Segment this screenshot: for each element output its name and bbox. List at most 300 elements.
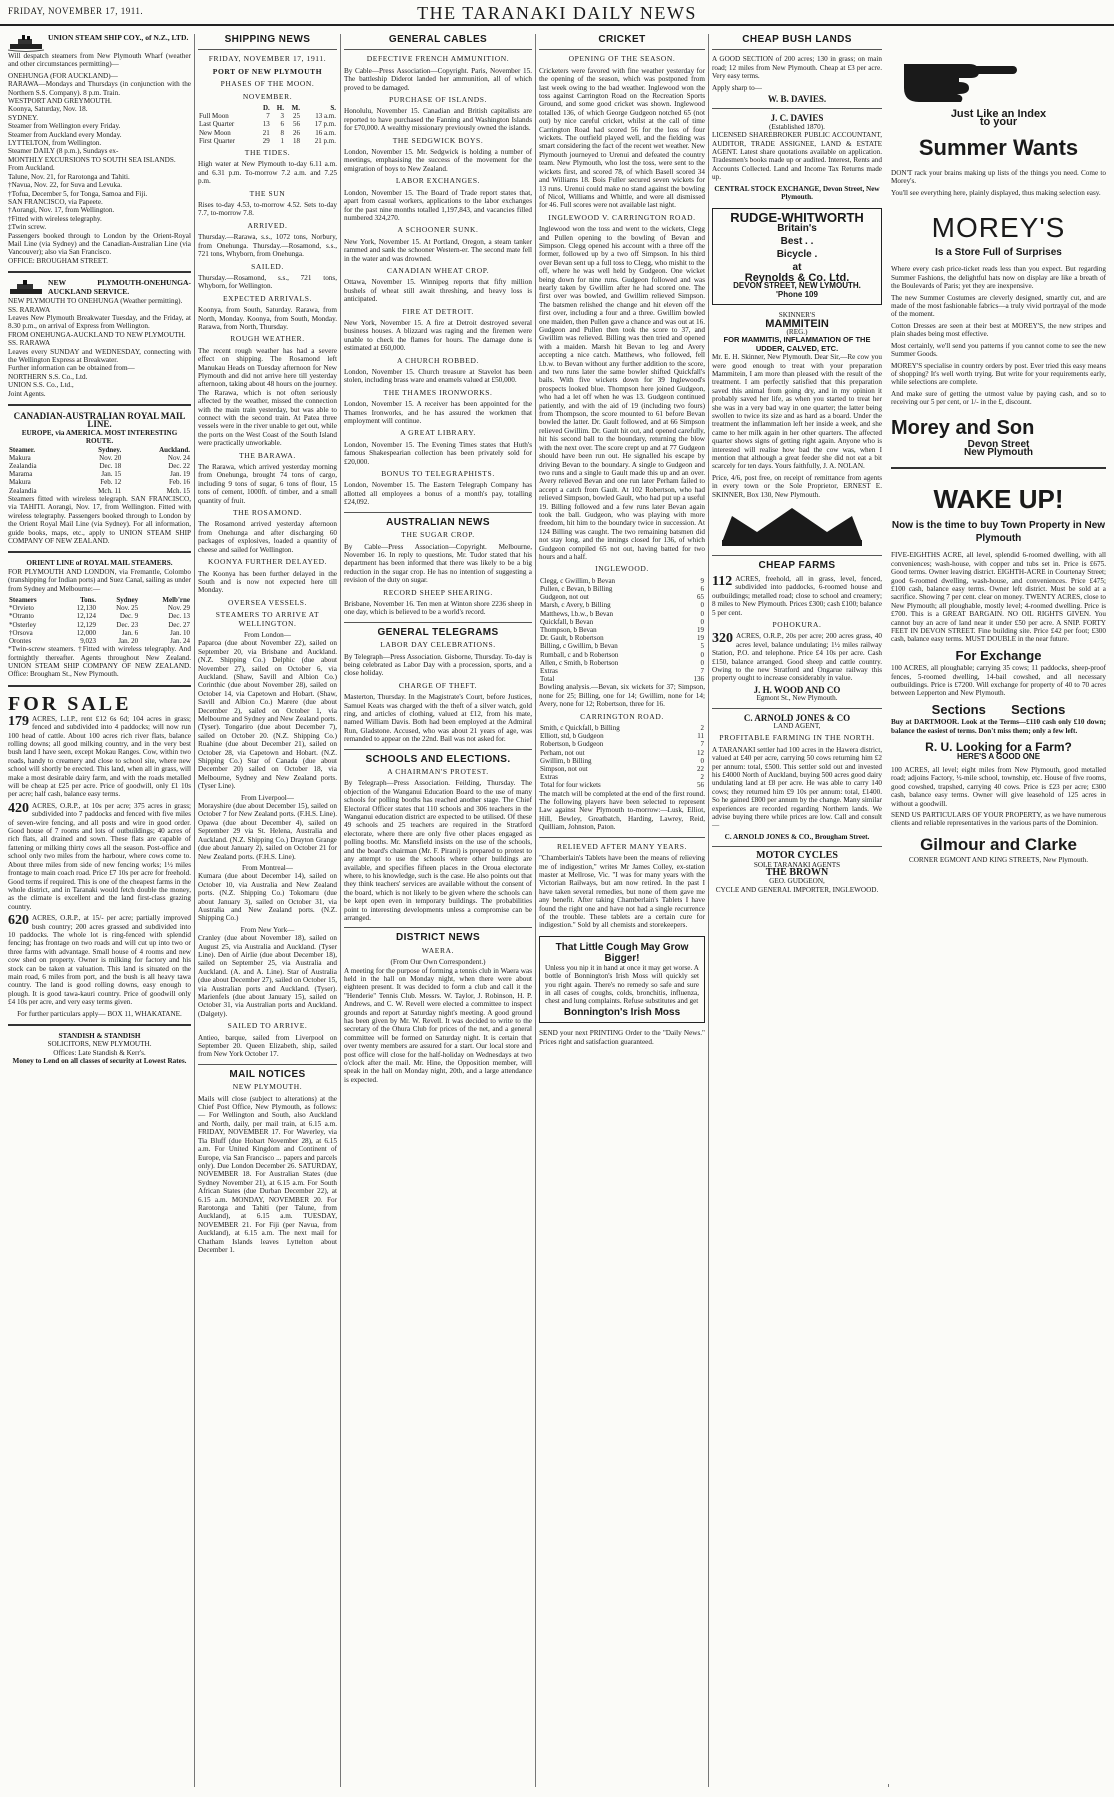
labour-day-text: By Telegraph—Press Association. Gisborne, Thursday. To-day is being celebrated as Labor Day with a procession, sports, and a close holiday. [344,652,532,678]
canadian-table-cell: Jan. 19 [170,470,190,479]
divider [344,927,532,928]
bonus-head: BONUS TO TELEGRAPHISTS. [381,469,495,479]
moon-table-cell: Full Moon [199,112,229,121]
davies-address: CENTRAL STOCK EXCHANGE, Devon Street, New Plymouth. [714,184,880,202]
inglewood-score-row [539,626,705,634]
shipping-news-head: SHIPPING NEWS [224,34,311,45]
orient-table-cell: *Osterley [9,620,37,629]
column-shipping-news [198,34,337,1787]
masthead [0,0,1114,26]
orient-table-cell: 12,000 [76,628,96,637]
rudge-line: at [792,261,802,273]
summer-text-2: You'll see everything here, plainly displayed, thus making selection easy. [891,188,1101,197]
carrington-score-cell: Gwillim, b Billing [540,756,592,765]
inglewood-score-row [539,642,705,650]
schools-elections-head: SCHOOLS AND ELECTIONS. [365,753,511,765]
orient-table-cell: 12,129 [76,620,96,629]
canadian-sailings-table [8,446,191,495]
oversea-head: OVERSEA VESSELS. [227,597,308,607]
orient-head: ORIENT LINE of ROYAL MAIL STEAMERS. [26,559,173,568]
nps-list-line: FROM ONEHUNGA-AUCKLAND TO NEW PLYMOUTH. [8,330,186,339]
divider [712,49,882,50]
union-list-line: MONTHLY EXCURSIONS TO SOUTH SEA ISLANDS. [8,155,176,164]
canadian-table-cell: Mch. 15 [166,486,190,495]
canadian-head: CANADIAN-AUSTRALIAN ROYAL MAIL LINE. [13,411,186,430]
carrington-score-cell: 2 [700,724,704,733]
orient-table-row [8,604,191,612]
moreys-p3: Cotton Dresses are seen at their best at MOREY'S, the new stripes and plain shades being most effective. [891,321,1106,339]
farm2-text: ACRES, O.R.P., 20s per acre; 200 acres grass, 40 acres level, balance undulating; 1½ miles railway Station, P.O. and telephone. Price £4 10s per acre. Cash £150, balance arranged. Good sheep and cattle country. Owing to the new Stratford and Ongarue railway this property ought to increase considerably in value. [712,632,882,683]
carrington-score-cell: 56 [697,781,704,790]
union-list-line: Steamer from Auckland every Monday. [8,130,122,139]
oversea-sub: STEAMERS TO ARRIVE AT WELLINGTON. [215,610,320,628]
union-steamship-ad [8,34,191,265]
general-telegrams-head: GENERAL TELEGRAMS [377,626,499,638]
church-text: London, November 15. Church treasure at Stavelot has been stolen, including brass ware and enamels valued at £50,000. [344,368,532,385]
arrived-head: ARRIVED. [247,220,288,230]
cricket-text: Cricketers were favored with fine weather yesterday for the opening of the season, which was postponed from last week owing to the bad weather. Inglewood won the toss against Carrington Road on the Recreation Sports Ground, and some good cricket was shown. Inglewood totalled 136, of which George Gudgeon notched 65 (not out) by nice careful cricket, whilst at the call of time Carrington Road had scored 56 for the loss of four wickets. The outfield played well, and the fielding was smart considering the fact of the recent wet weather. New Plymouth journeyed to Urenui and defeated the country team. New Plymouth, who lost the toss, were sent to the wickets first, and scored 78, of which Basell scored 34 and Williams 18. Bois Fuller secured seven wickets for 13 runs. Urenui could make no stand against the bowling of Nicol, Williams and Whittle, and were all dismissed for 46. Full scores were not available last night. [539,66,705,210]
waera-sub: (From Our Own Correspondent.) [390,958,486,967]
moreys-p2: The new Summer Costumes are cleverly designed, smartly cut, and are made of the most fashionable fabrics—a truly vivid portrayal of the mode of the moment. [891,293,1106,319]
inglewood-score-cell: Total [540,675,555,684]
carrington-score-row [539,757,705,765]
divider [891,467,1106,469]
divider [8,551,191,553]
oversea-from-montreal: From Montreal— [242,863,293,872]
rudge-lines [718,222,876,274]
labour-text: London, November 15. The Board of Trade report states that, apart from casual workers, applications to the labor exchanges for the past nine months totalled 1,197,843, and vacancies filled numbered 324,270. [344,188,532,222]
orient-table-cell: *Otranto [9,612,34,621]
oversea-from-newyork: From New York— [240,925,295,934]
issue-date: FRIDAY, NOVEMBER 17, 1911. [8,6,144,16]
moon-table-cell: 13 a.m. [315,112,336,121]
carrington-score-cell: Simpson, not out [540,765,588,774]
canadian-table-cell: Marama [9,470,33,479]
inglewood-score-cell: Extras [540,667,558,676]
orient-table-header-cell: Tons. [80,595,96,604]
canadian-table-row [8,462,191,470]
moreys-p5: MOREY'S specialise in country orders by post. Ever tried this easy means of shopping? It's well worth trying. But write for your requirements early, while selections are complete. [891,361,1106,387]
sections-head: Sections Sections [931,701,1066,717]
moon-table-cell: 6 [280,120,284,129]
inglewood-score-cell: 0 [700,609,704,618]
sections-sub: Buy at DARTMOOR. Look at the Terms—£110 cash only £10 down; balance the easiest of terms. Don't miss them; only a few left. [891,718,1106,735]
rudge-line: Best . . [780,235,814,247]
sheep-text: Brisbane, November 16. Ten men at Winton shore 2236 sheep in one day, which is believed to be a world's record. [344,599,532,617]
wake-up-text: FIVE-EIGHTHS ACRE, all level, splendid 6-roomed dwelling, with all conveniences; wash-house, with copper and tubs set in. Price is £675. Good terms. Owner leaving district. EIGHTH-ACRE in Courtenay Street; good 6-roomed dwelling, wash-house, and conveniences. Price £475; £100 cash, balance easy terms. Owner left district. Must be sold at a sacrifice. Showing 7 per cent. clear on money. TWENTY ACRES, close to New Plymouth; all ploughable, mostly level; 4-roomed dwelling. Price is £700. This is a GREAT BARGAIN. NO OIL RIGHTS GIVEN. You cannot buy an acre of land near it under £50 per acre. A SNIP. FORTY FEET IN DEVON STREET. Fine building site. Price £42 per foot; £300 cash, balance easy terms. MUST DOUBLE in the near future. [891,551,1106,644]
moreys-p1: Where every cash price-ticket reads less than you expect. But regarding Summer Fashions, the delightful hats now on display are like a breath of the Boulevards of Paris; yet they are inexpensive. [891,265,1106,291]
islands-text: Honolulu, November 15. Canadian and British capitalists are reported to have purchased the Fanning and Washington Islands for £70,000. A wealthy missionary previously owned the islands. [344,107,532,133]
index-line-1: Just Like an Index [950,108,1047,120]
for-sale-text: ACRES, L.I.P., rent £12 6s 6d; 104 acres in grass; fenced and subdivided into 4 paddocks; will now run 100 head of cattle. About 100 acres rich river flats, balance rolling downs; all good milking country, and in the very best bush land I have seen, except Mokau Ranges. Cow, within two roads, handy to creamery and close to school site, where new school will shortly be erected. This land, when all in grass, will make a most desirable dairy farm, and with the roads metalled will be cheap at £25 per acre. Price of goodwill, only £1 10s per acre; half cash, balance easy terms. [8,714,191,799]
for-sale-text: ACRES, O.R.P., at 10s per acre; 375 acres in grass; subdivided into 7 paddocks and fenced with five miles of seven-wire fencing, and all posts and wire in good order. Good house of 7 rooms and lots of outbuildings; 40 acres of rich flats, all drained and sown. These flats are capable of fattening or milking thirty cows all the season. Post-office and school only two miles from the harbour, where cows come to. About three miles from side of new fencing works; 1½ miles frontage to main coach road. Price £7 10s per acre for freehold. Good terms if required. This is one of the cheapest farms in the whole district, and in Taranaki would fetch double the money, as the climate is excellent and the land first-class grazing country. [8,801,191,911]
thames-text: London, November 15. A receiver has been appointed for the Thames Ironworks, and he has assured the workmen that employment will continue. [344,400,532,426]
bonus-text: London, November 15. The Eastern Telegraph Company has allotted all employees a bonus of a month's pay, totalling £24,092. [344,481,532,507]
canadian-sub: EUROPE, via AMERICA. MOST INTERESTING ROUTE. [21,428,178,446]
expected-head: EXPECTED ARRIVALS. [222,293,312,303]
canadian-table-header-cell: Sydney. [98,445,122,454]
divider [712,846,882,847]
union-list-line: ONEHUNGA (FOR AUCKLAND)— [8,71,118,80]
inglewood-score-cell: Gudgeon, not out [540,593,589,602]
orient-table-cell: Dec. 23 [116,620,139,629]
inglewood-score-row [539,577,705,585]
nps-list-line: NORTHERN S.S. Co., Ltd. [8,372,88,381]
arnold-text: A TARANAKI settler had 100 acres in the Hawera district, valued at £40 per acre, carrying 50 cows returning him £2 per annum: total, £500. This settler sold out and invested his £4000 North of Auckland, buying 500 acres good dairy undulating land at £8 per acre. He was able to carry 140 cows; they returned him £9 10s per annum: total, £1400. So he gained £800 per annum by the change. Many similar experiences are recorded regarding Northern lands. We advise buying there while prices are low. Call and consult— [712,745,882,830]
column-land-ads [712,34,882,1787]
thames-head: THE THAMES IRONWORKS. [383,387,493,397]
steamship-icon [8,279,44,297]
sailed-for-text: Antieo, barque, sailed from Liverpool on September 20. Queen Elizabeth, ship, sailed from New York October 17. [198,1033,337,1059]
nps-list-line: SS. RARAWA [8,339,51,348]
sugar-head: THE SUGAR CROP. [401,530,475,540]
union-list-line: LYTTELTON, from Wellington. [8,139,102,148]
pohokura-head: POHOKURA. [772,619,822,629]
union-list-line: Talune, Nov. 21, for Rarotonga and Tahiti. [8,172,130,181]
canadian-table-cell: Jan. 15 [101,470,122,479]
sheep-head: RECORD SHEEP SHEARING. [383,587,493,597]
canadian-table-cell: Zealandia [9,486,37,495]
mammitein-reg: (REG.) [786,327,808,336]
for-sale-text: ACRES, O.R.P., at 15/- per acre; partially improved bush country; 200 acres grassed and subdivided into 10 paddocks. The whole lot is ring-fenced with splendid fencing; has frontage on two roads and will cut up into two or three farms with advantage. Small house of 4 rooms and new cow shed on property. Owner is milking for factory and his stock can be taken at valuation. This land is situated on the main road, 6 miles from port, and the bush is all heavy tawa country. The land is good rolling downs, easy enough to plough. It is good tawa-kauri country. Price of goodwill only £4 10s per acre, and very easy terms given. [8,914,191,1007]
moon-table-cell: Last Quarter [199,120,235,129]
moreys-column [887,34,1110,1784]
koonya-head: KOONYA FURTHER DELAYED. [207,557,328,567]
union-list-line: †Tofua, December 5, for Tonga, Samoa and Fiji. [8,189,148,198]
nps-list-line: SS. RARAWA [8,305,51,314]
inglewood-score-cell: 136 [693,675,704,684]
inglewood-score-row [539,659,705,667]
motor-firm: THE BROWN [765,867,829,879]
inglewood-score-cell: 5 [700,642,704,651]
divider [8,271,191,273]
moon-table-row [198,112,337,120]
carrington-score-row [539,773,705,781]
orient-table-cell: 9,023 [80,636,96,645]
score-head: INGLEWOOD. [595,564,649,574]
relieved-head: RELIEVED AFTER MANY YEARS. [556,841,688,851]
moon-table-row [198,129,337,137]
tides-text: High water at New Plymouth to-day 6.11 a.m. and 6.31 p.m. To-morrow 7.2 a.m. and 7.25 p.m. [198,160,337,186]
inglewood-score-cell: Billing, c Gwillim, b Bevan [540,642,618,651]
union-list-line: Passengers booked through to London by the Orient-Royal Mail Line (via Sydney) and the Canadian-Australian Line (via Vancouver); also via San Francisco. [8,231,191,257]
farm2-acres: 320 [712,631,733,647]
davies-est: (Established 1870). [769,122,825,131]
inglewood-score-cell: 0 [700,601,704,610]
for-sale-items [8,715,191,1007]
inglewood-score-cell: Marsh, c Avery, b Billing [540,601,611,610]
carrington-score-cell: Elliott, std, b Gudgeon [540,732,604,741]
protest-head: A CHAIRMAN'S PROTEST. [387,767,489,777]
arnold-sub2: PROFITABLE FARMING IN THE NORTH. [719,733,875,743]
mammitein-text: Mr. E. H. Skinner, New Plymouth. Dear Sir,—Re cow you were good enough to treat with your preparation Mammitein, I am more than pleased with the result of the treatment. I am perfectly satisfied that this preparation saved this animal from going dry, and in my opinion it probably saved her life, as when you started to treat her she was in a very bad way in one quarter; the latter being swollen to twice its size and as hard as a board. Under the treatment the inflammation left her inside a week, and she came to her milk again in her other quarters. The affected quarter shows signs of getting right again. Anyone who is interested will realise how bad the cow was, when I mention that although a great feeder she did not eat a bit scarcely for ten days. Yours faithfully, J. A. NOLAN. [712,353,882,471]
mail-notices-head: MAIL NOTICES [229,1068,306,1080]
canadian-table-row [8,487,191,495]
wheat-text: Ottawa, November 15. Winnipeg reports that fifty million bushels of wheat still await threshing, and heavy loss is anticipated. [344,278,532,304]
carrington-score-row [539,724,705,732]
cough-head: That Little Cough May Grow Bigger! [555,941,689,964]
farm-question-text-2: SEND US PARTICULARS OF YOUR PROPERTY, as we have numerous clients and reliable representatives in the various parts of the Dominion. [891,810,1106,828]
wake-up-sub: Now is the time to buy Town Property in New Plymouth [891,520,1106,545]
orient-table-cell: Jan. 20 [118,636,139,645]
moon-table-row [198,120,337,128]
koonya-text: The Koonya has been further delayed in the South and is now not expected here till Monday. [198,569,337,595]
score-note: Bowling analysis.—Bevan, six wickets for 37; Simpson, none for 25; Billing, one for 14; Gwillim, none for 14; Avery, none for 12; Robertson, three for 16. [539,683,705,709]
orient-table-cell: Jan. 6 [121,628,139,637]
moon-table-cell: 56 [293,120,301,129]
union-list-line: Steamer from Wellington every Friday. [8,122,121,131]
cheap-farms-head: CHEAP FARMS [758,560,836,572]
union-list-line: SYDNEY. [8,113,39,122]
inglewood-score-cell: 9 [700,576,704,585]
theft-text: Masterton, Thursday. In the Magistrate's Court, before Justices, Samuel Keats was charged with the theft of a silver watch, gold ring, and articles of clothing, valued at £12, from his mate, named William Davis. Both had been employed at the Admiral Run, Gladstone. Accused, who was about 21 years of age, was remanded to appear on the 22nd. Bail was not asked for. [344,693,532,744]
moon-table-cell: 25 [293,112,301,121]
union-list-line: Koonya, Saturday, Nov. 18. [8,105,88,114]
canadian-table-cell: Nov. 20 [99,453,122,462]
library-text: London, November 15. The Evening Times states that Huth's famous Shakespearian collection has been privately sold for £20,000. [344,440,532,466]
canadian-table-cell: Makura [9,478,31,487]
schooner-head: A SCHOONER SUNK. [397,225,479,235]
nps-list-line: Further information can be obtained from— [8,364,135,373]
rudge-phone: 'Phone 109 [776,289,818,299]
inglewood-score-cell: Quickfall, b Bevan [540,617,594,626]
motor-text: CYCLE AND GENERAL IMPORTER, INGLEWOOD. [715,885,879,894]
orient-table-cell: 12,124 [76,612,96,621]
column-rule [340,34,341,1787]
orient-table-cell: Dec. 9 [119,612,139,621]
inglewood-score-cell: Clegg, c Gwillim, b Bevan [540,576,616,585]
inglewood-score-cell: 19 [697,634,704,643]
fire-head: FIRE AT DETROIT. [402,306,474,316]
nps-list-line: Joint Agents. [8,389,46,398]
inglewood-score-cell: 7 [700,667,704,676]
orient-table-cell: Jan. 10 [170,628,190,637]
canadian-table-row [8,470,191,478]
canadian-table-cell: Feb. 12 [100,478,122,487]
orient-table-row [8,637,191,645]
exchange-text: 100 ACRES, all ploughable; carrying 35 cows; 11 paddocks, sheep-proof fences, 5-roomed dwelling, 14-bail cowshed, and all necessary outbuildings. Price is £7200. Will exchange for property of 40 to 70 acres between Lepperton and New Plymouth. [891,664,1106,698]
column-shipping-ads [8,34,191,1787]
union-list-line: †Fitted with wireless telegraphy. [8,214,102,223]
moon-month: NOVEMBER. [242,91,293,101]
for-sale-acres: 620 [8,913,29,929]
divider [198,49,337,50]
divider [539,837,705,838]
moon-phases-table [198,104,337,145]
moreys-head: MOREY'S [931,212,1066,244]
divider [344,622,532,623]
gilmour-address: CORNER EGMONT AND KING STREETS, New Plymouth. [908,855,1089,864]
for-sale-ad [8,693,191,1018]
for-sale-item [8,914,191,1006]
inglewood-score-cell: Pullen, c Bevan, b Billing [540,584,613,593]
rosamond-text: The Rosamond arrived yesterday afternoon from Onehunga and after discharging 60 packages of explosives, loaded a quantity of cheese and sailed for Wellington. [198,520,337,554]
orient-table-cell: Orontes [9,636,32,645]
divider [344,512,532,513]
orient-sailings-table [8,596,191,645]
mammitein-price: Price, 4/6, post free, on receipt of remittance from agents in every town or the Sole Proprietor, ERNEST E. SKINNER, Box 130, New Plymouth. [712,473,882,499]
standish-money: Money to Lend on all classes of security at Lowest Rates. [12,1057,187,1066]
motor-head: MOTOR CYCLES [756,850,838,862]
orient-text: FOR PLYMOUTH AND LONDON, via Fremantle, Colombo (transhipping for Indian ports) and Suez Canal, sailing as under from Sydney and Melbourne:— [8,567,191,593]
canadian-table-cell: Mch. 11 [98,486,122,495]
inglewood-score-cell: 19 [697,626,704,634]
morey-street: Devon Street [967,438,1030,450]
inglewood-score-cell: 6 [700,584,704,593]
union-list [8,72,191,265]
moon-table-cell: 7 [266,112,270,121]
gilmour-head: Gilmour and Clarke [920,834,1077,854]
wake-up-head: WAKE UP! [933,484,1064,515]
inglewood-score-cell: Rumball, c and b Robertson [540,650,619,659]
canadian-table-cell: Feb. 16 [169,478,190,487]
inglewood-scorecard [539,577,705,684]
moon-table-cell: 16 a.m. [315,128,336,137]
divider [198,1064,337,1065]
inglewood-score-row [539,675,705,683]
shipping-date: FRIDAY, NOVEMBER 17, 1911. [208,54,327,64]
divider [712,708,882,709]
union-text: Will despatch steamers from New Plymouth Wharf (weather and other circumstances permitting)— [8,52,191,69]
union-list-line: Steamer DAILY (8 p.m.), Sundays ex- [8,147,119,156]
canadian-table-row [8,454,191,462]
moreys-p6: And make sure of getting the utmost value by paying cash, and so to receiving our 5 per cent, or 1/- in the £, discount. [891,389,1106,407]
arnold-head: C. ARNOLD JONES & CO [743,712,851,723]
rough-weather-text: The recent rough weather has had a severe effect on shipping. The Rosamond left Manukau Heads on Tuesday afternoon for New Plymouth and did not arrive here till yesterday afternoon, taking about 48 hours on the journey. The Rarawa, which is not often seriously affected by the weather, missed the connection with the main train yesterday, but was able to connect with the second train. At Patea three vessels were in the river unable to get out, while the ports on the West Coast of the South Island were practically unworkable. [198,346,337,448]
cough-ad [539,936,705,1023]
inglewood-score-cell: 0 [700,658,704,667]
orient-table-row [8,621,191,629]
moon-table-header-cell: D. [262,104,270,113]
boys-text: London, November 15. Mr. Sedgwick is holding a number of meetings, emphasising the success of the movement for the emigration of boys to New Zealand. [344,148,532,173]
nps-list-line: Leaves every SUNDAY and WEDNESDAY, connecting with the Wellington Express at Breakwater. [8,347,191,364]
sun-text: Rises to-day 4.53, to-morrow 4.52. Sets to-day 7.7, to-morrow 7.8. [198,201,337,218]
orient-table-cell: 12,130 [76,604,96,613]
davies-head: J. C. DAVIES [770,113,824,124]
canadian-line-ad [8,412,191,545]
moon-table-cell: 13 [262,120,270,129]
carrington-score-row [539,781,705,789]
union-list-line: ‡Twin screw. [8,223,47,232]
orient-table-row [8,629,191,637]
union-head: UNION STEAM SHIP COY., of N.Z., LTD. [48,34,189,42]
inglewood-score-cell: 65 [697,593,704,602]
inglewood-score-cell: Thompson, b Bevan [540,626,597,634]
standish-office: Offices: Late Standish & Kerr's. [53,1048,146,1057]
carrington-score-cell: Total for four wickets [540,781,601,790]
carrington-score-cell: Extras [540,773,558,782]
carrington-score-cell: 7 [700,740,704,749]
bush-text: A GOOD SECTION of 200 acres; 130 in grass; on main road; 12 miles from New Plymouth. Cheap at £3 per acre. Very easy terms. [712,55,882,81]
standish-ad [8,1032,191,1066]
inglewood-score-row [539,601,705,609]
moon-table-header-cell: S. [330,104,336,113]
column-cricket [539,34,705,1787]
column-cables [344,34,532,1787]
carrington-score-cell: Robertson, b Gudgeon [540,740,604,749]
inglewood-score-cell: Matthews, l.b.w., b Bevan [540,609,614,618]
wheat-head: CANADIAN WHEAT CROP. [386,265,490,275]
morey-son-head: Morey and Son [891,416,1035,439]
inglewood-score-row [539,593,705,601]
nps-list-line: NEW PLYMOUTH TO ONEHUNGA (Weather permitting). [8,297,183,306]
labour-day-head: LABOR DAY CELEBRATIONS. [380,640,496,650]
bush-lands-head: CHEAP BUSH LANDS [742,34,852,45]
steamship-icon [8,34,44,52]
moon-table-header-cell: M. [291,104,301,113]
cricket-head: CRICKET [598,34,646,45]
rudge-line: Bicycle . [776,248,818,260]
moon-table-cell: 1 [280,136,284,145]
motor-sub: SOLE TARANAKI AGENTS [753,860,841,869]
orient-table-cell: Nov. 29 [167,604,190,613]
standish-sub: SOLICITORS, NEW PLYMOUTH. [47,1040,152,1049]
relieved-text: "Chamberlain's Tablets have been the means of relieving me of indigestion," writes Mr James Colley, ex-station master at Mellrose, Vic. "I was for many years with the Victorian Railways, but am now retired. In the past I have taken several remedies, but none of them gave me any benefit. After taking Chamberlain's Tablets I have found the right one and have not had a single recurrence of the trouble. These tablets are a certain cure for indigestion." Sold by all chemists and storekeepers. [539,854,705,930]
summer-wants-head: Summer Wants [918,134,1079,160]
rudge-whitworth-ad [712,208,882,306]
canadian-table-row [8,478,191,486]
rudge-line: Britain's [777,222,817,234]
sugar-text: By Cable—Press Association—Copyright. Melbourne, November 16. In reply to questions, Mr. Tudor stated that his department has been informed that there was likely to be a big reduction in the sugar crop. He has no intention of suggesting a revision of the duty on sugar. [344,542,532,585]
arnold-footer: C. ARNOLD JONES & CO., Brougham Street. [724,832,870,841]
fire-text: New York, November 15. A fire at Detroit destroyed several business houses. A blizzard was raging and the firemen were unable to check the flames for hours. The damage done is estimated at £60,000. [344,318,532,353]
canadian-table-cell: Dec. 18 [99,462,122,471]
cricket-sub: OPENING OF THE SEASON. [568,54,676,64]
nps-head: NEW PLYMOUTH-ONEHUNGA-AUCKLAND SERVICE. [48,278,191,296]
moon-table-row [198,137,337,145]
orient-table-cell: Dec. 27 [168,620,190,629]
inglewood-score-row [539,667,705,675]
orient-table-header-cell: Melb'rne [162,595,190,604]
protest-text: By Telegraph—Press Association. Feilding, Thursday. The objection of the Wanganui Education Board to the use of many schools for polling booths has reached another stage. The Chief Electoral Officer states that 110 schools and 306 teachers in the Wanganui education district are expected to be utilised. Of these 49 schools and 25 teachers are required in the Stratford electorate, where there are only five other places engaged as polling booths. Mr. Mansfield insists on the use of the schools, and the board's chairman (Mr. F. Pirani) is prepared to protest to any attempt to use the schools where other buildings are available, and specifies fifteen places in the Oroua electorate where, to his knowledge, such is the case. He also points out that they think teachers' services are available without the consent of the board, which is not likely to be given where the schools can be kept open even in temporary buildings. The probabilities point to interesting developments unless a compromise can be arranged. [344,779,532,922]
nps-list-line: Leaves New Plymouth Breakwater Tuesday, and the Friday, at 8.30 p.m., on arrival of Express from Wellington. [8,313,191,331]
orient-table-header-cell: Steamers [9,595,37,604]
waera-head: WAERA. [421,945,455,955]
sailed-for-head: SAILED TO ARRIVE. [227,1021,308,1031]
church-head: A CHURCH ROBBED. [397,355,479,365]
orient-table-cell: *Orvieto [9,604,34,613]
farm-question-head: R. U. Looking for a Farm? [925,740,1072,755]
motor-name: GEO. GUDGEON, [769,877,825,886]
column-rule [535,34,536,1787]
divider [344,49,532,50]
mammitein-head: MAMMITEIN [765,317,829,330]
arrived-text: Thursday.—Rarawa, s.s., 1072 tons, Norbury, from Onehunga. Thursday.—Rosamond, s.s., 721 tons, Whyborn, from Onehunga. [198,233,337,259]
score2-note: The match will be completed at the end of the first round. The following players have been selected to represent Law against New Plymouth to-morrow:—Lusk, Elliot, Hill, Bewley, Greatbatch, Harding, Lawrey, Reid, Quilliam, Johnston, Paton. [539,789,705,832]
oversea-from-liverpool: From Liverpool— [241,793,294,802]
general-cables-head: GENERAL CABLES [388,34,488,45]
canadian-table-cell: Makura [9,453,31,462]
match-head: INGLEWOOD V. CARRINGTON ROAD. [548,212,696,222]
cough-brand: Bonnington's Irish Moss [563,1006,681,1018]
canadian-table-cell: Nov. 24 [167,453,190,462]
divider [344,749,532,750]
divider [712,555,882,556]
mail-sub: NEW PLYMOUTH. [232,1082,303,1092]
summer-text-1: DON'T rack your brains making up lists of the things you need. Come to Morey's. [891,168,1106,186]
inglewood-score-row [539,610,705,618]
union-list-line: †Aorangi, Nov. 17, from Wellington. [8,206,115,215]
rough-weather-head: ROUGH WEATHER. [230,334,305,344]
for-sale-acres: 179 [8,713,29,729]
oversea-from-london: From London— [244,630,291,639]
carrington-score-row [539,749,705,757]
farm-question-text: 100 ACRES, all level; eight miles from New Plymouth, good metalled road; adjoins Factory, ½-mile school, township, etc. House of five rooms, good cowshed, trapshed, carrying 40 cows. Price is £23 per acre; £300 cash, balance easy terms. Owner will give leasehold of 125 acres in without a goodwill. [891,765,1106,808]
moon-table-cell: 8 [280,128,284,137]
newspaper-title: THE TARANAKI DAILY NEWS [417,3,697,23]
rudge-head: RUDGE-WHITWORTH [730,209,864,225]
canadian-table-cell: Zealandia [9,462,37,471]
